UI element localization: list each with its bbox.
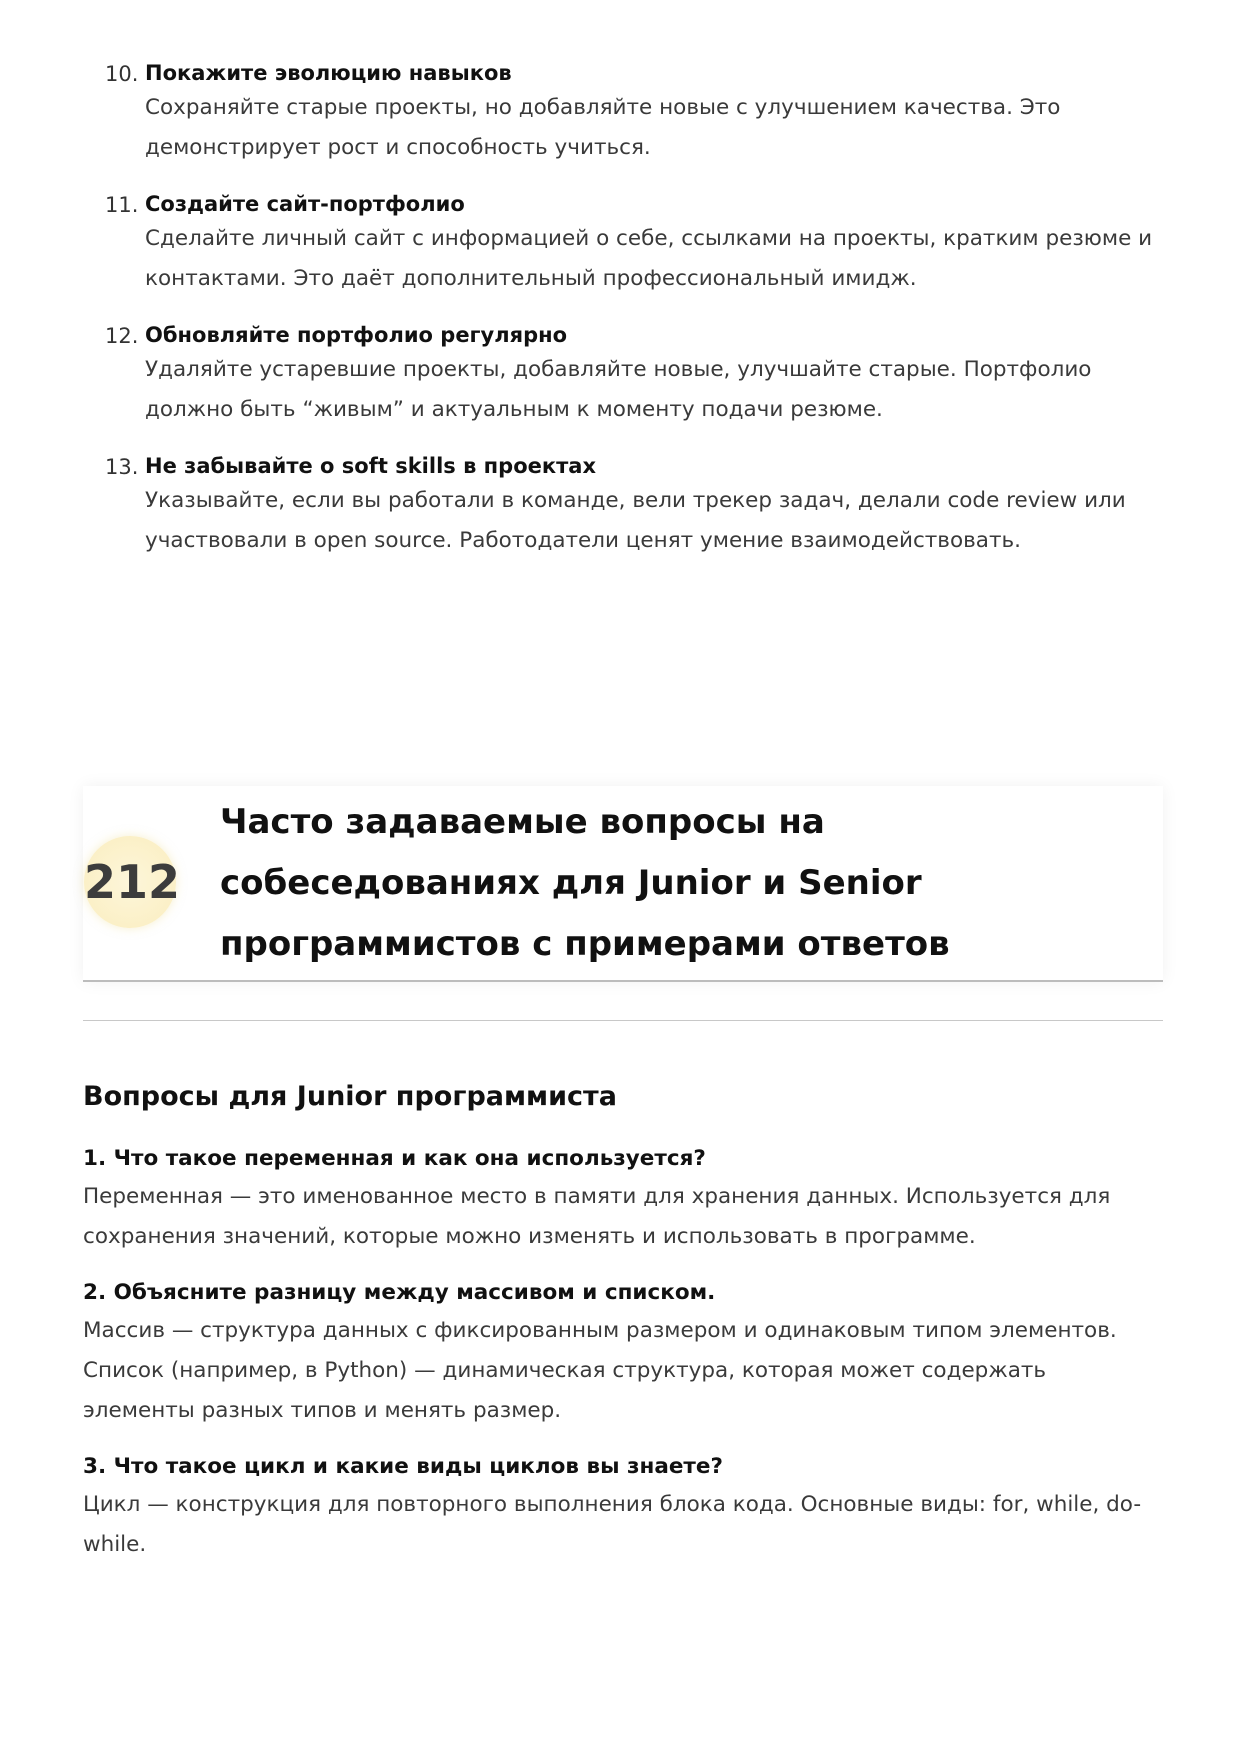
answer-text: Массив — структура данных с фиксированным размером и одинаковым типом элементов. Список (например, в Python) — динамическая структура, которая может содержать элементы разных типов и менять размер. <box>83 1318 1117 1423</box>
chapter-title: Часто задаваемые вопросы на собеседованиях для Junior и Senior программистов с примерами ответов <box>220 802 950 964</box>
answer-text: Переменная — это именованное место в памяти для хранения данных. Используется для сохранения значений, которые можно изменять и использовать в программе. <box>83 1184 1111 1249</box>
item-title: Обновляйте портфолио регулярно <box>145 323 568 347</box>
tips-list <box>105 58 1165 582</box>
qa-section <box>83 1072 1163 1583</box>
question-title: 2. Объясните разницу между массивом и списком. <box>83 1280 716 1305</box>
item-number: 11. <box>105 193 139 217</box>
list-item <box>105 451 1165 561</box>
question-title: 1. Что такое переменная и как она используется? <box>83 1146 706 1171</box>
list-item <box>105 189 1165 299</box>
item-number: 10. <box>105 62 139 86</box>
chapter-number: 212 <box>84 855 181 909</box>
item-body: Указывайте, если вы работали в команде, вели трекер задач, делали code review или участвовали в open source. Работодатели ценят умение взаимодействовать. <box>145 488 1126 553</box>
item-number: 13. <box>105 455 139 479</box>
section-title: Вопросы для Junior программиста <box>83 1081 617 1112</box>
divider <box>83 1020 1163 1021</box>
question-item <box>83 1449 1163 1565</box>
item-body: Удаляйте устаревшие проекты, добавляйте новые, улучшайте старые. Портфолио должно быть “живым” и актуальным к моменту подачи резюме. <box>145 357 1092 422</box>
chapter-underline <box>83 980 1163 982</box>
item-body: Сделайте личный сайт с информацией о себе, ссылками на проекты, кратким резюме и контактами. Это даёт дополнительный профессиональный имидж. <box>145 226 1153 291</box>
answer-text: Цикл — конструкция для повторного выполнения блока кода. Основные виды: for, while, do-while. <box>83 1492 1142 1557</box>
list-item <box>105 58 1165 168</box>
item-number: 12. <box>105 324 139 348</box>
list-item <box>105 320 1165 430</box>
item-body: Сохраняйте старые проекты, но добавляйте новые с улучшением качества. Это демонстрирует рост и способность учиться. <box>145 95 1061 160</box>
item-title: Создайте сайт-портфолио <box>145 192 465 216</box>
question-item <box>83 1141 1163 1257</box>
item-title: Покажите эволюцию навыков <box>145 61 512 85</box>
question-item <box>83 1275 1163 1431</box>
item-title: Не забывайте о soft skills в проектах <box>145 454 597 478</box>
question-title: 3. Что такое цикл и какие виды циклов вы знаете? <box>83 1454 723 1479</box>
